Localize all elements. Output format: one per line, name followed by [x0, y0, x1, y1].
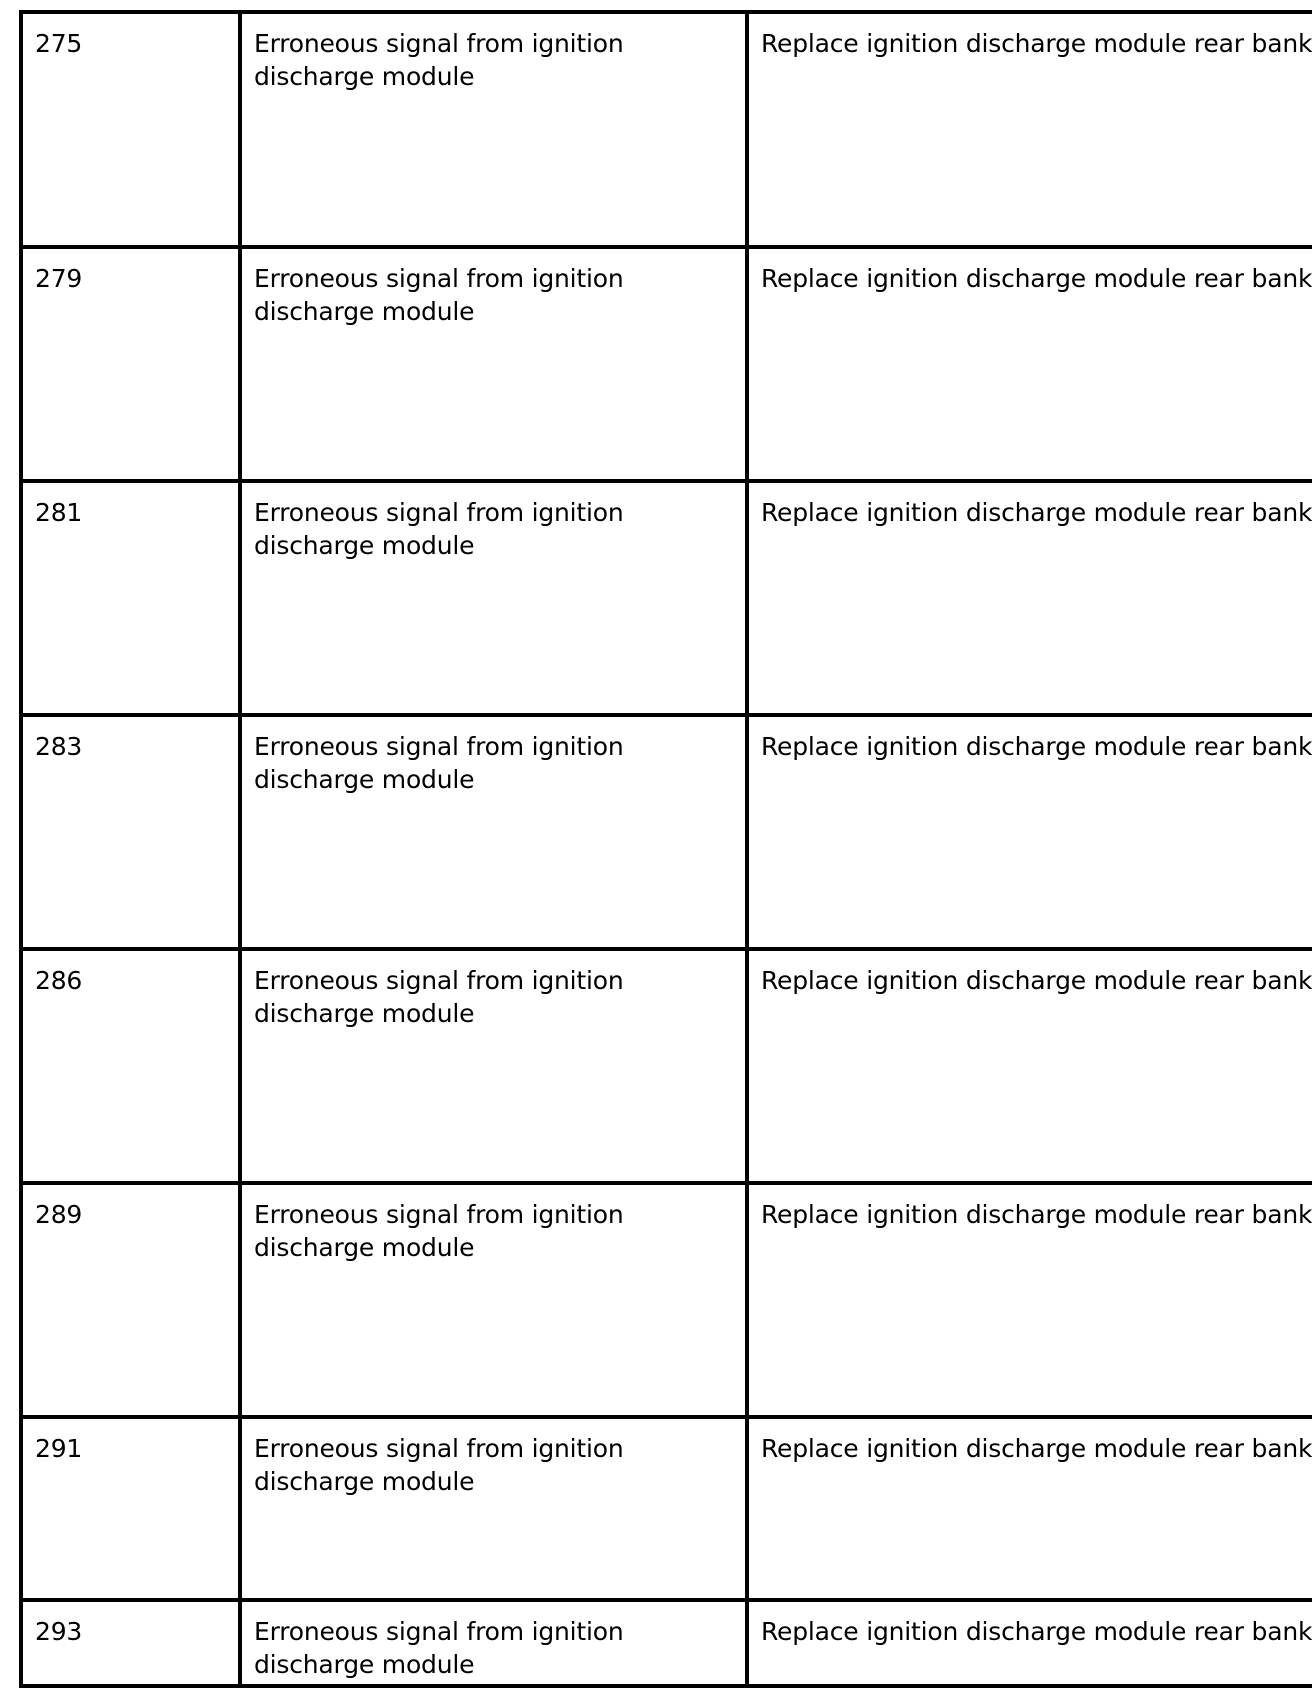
table-row: [21, 715, 1312, 949]
fault-code-cell: 275: [21, 12, 240, 247]
fault-description-cell: Erroneous signal from ignition discharge module: [240, 1600, 747, 1686]
table-row: [21, 481, 1312, 715]
table-row: [21, 1183, 1312, 1417]
fault-description-cell: Erroneous signal from ignition discharge module: [240, 715, 747, 949]
fault-code-cell: 289: [21, 1183, 240, 1417]
remedy-cell: Replace ignition discharge module rear bank: [747, 949, 1312, 1183]
table-row: [21, 1417, 1312, 1600]
remedy-cell: Replace ignition discharge module rear bank: [747, 247, 1312, 481]
fault-description-cell: Erroneous signal from ignition discharge module: [240, 481, 747, 715]
fault-code-cell: 291: [21, 1417, 240, 1600]
table-row: [21, 12, 1312, 247]
remedy-cell: Replace ignition discharge module rear bank: [747, 481, 1312, 715]
remedy-cell: Replace ignition discharge module rear bank: [747, 1600, 1312, 1686]
fault-description-cell: Erroneous signal from ignition discharge module: [240, 1417, 747, 1600]
remedy-cell: Replace ignition discharge module rear bank: [747, 1183, 1312, 1417]
remedy-cell: Replace ignition discharge module rear bank: [747, 1417, 1312, 1600]
fault-description-cell: Erroneous signal from ignition discharge module: [240, 12, 747, 247]
fault-code-cell: 286: [21, 949, 240, 1183]
remedy-cell: Replace ignition discharge module rear bank: [747, 715, 1312, 949]
fault-code-cell: 283: [21, 715, 240, 949]
table-row: [21, 247, 1312, 481]
fault-code-cell: 293: [21, 1600, 240, 1686]
fault-description-cell: Erroneous signal from ignition discharge module: [240, 247, 747, 481]
table-row: [21, 1600, 1312, 1686]
fault-code-cell: 281: [21, 481, 240, 715]
fault-description-cell: Erroneous signal from ignition discharge module: [240, 949, 747, 1183]
fault-code-cell: 279: [21, 247, 240, 481]
remedy-cell: Replace ignition discharge module rear bank: [747, 12, 1312, 247]
fault-description-cell: Erroneous signal from ignition discharge module: [240, 1183, 747, 1417]
fault-code-table: [19, 10, 1312, 1688]
table-row: [21, 949, 1312, 1183]
